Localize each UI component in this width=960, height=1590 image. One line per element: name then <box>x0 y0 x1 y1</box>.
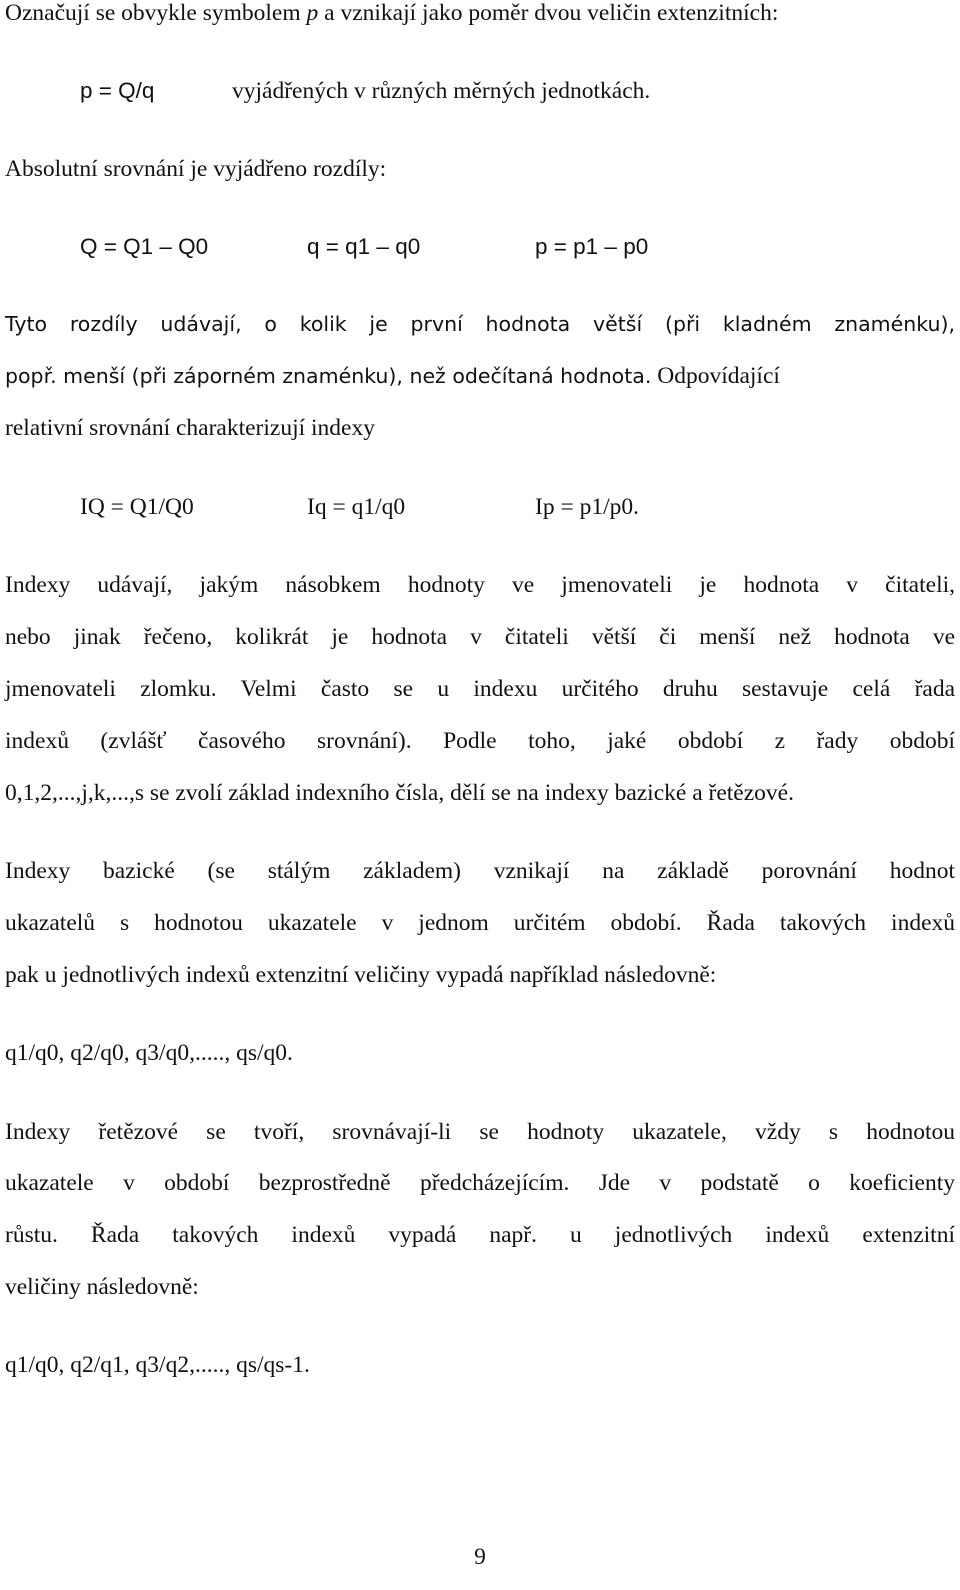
para4-line-1: Indexy řetězové se tvoří, srovnávají-li se hodnoty ukazatele, vždy s hodnotou <box>5 1119 955 1145</box>
para2-line-5: 0,1,2,...,j,k,...,s se zvolí základ indexního čísla, dělí se na indexy bazické a řetězové. <box>5 780 794 806</box>
para3-line-3: pak u jednotlivých indexů extenzitní veličiny vypadá například následovně: <box>5 962 717 988</box>
index-Q: IQ = Q1/Q0 <box>80 494 194 520</box>
para1-line-2-start: popř. menší (při záporném znaménku), než odečítaná hodnota. <box>5 364 652 388</box>
intro-line <box>5 0 778 27</box>
absolute-heading: Absolutní srovnání je vyjádřeno rozdíly: <box>5 156 387 182</box>
para2-line-4: indexů (zvlášť časového srovnání). Podle toho, jaké období z řady období <box>5 728 955 754</box>
sequence-basic: q1/q0, q2/q0, q3/q0,....., qs/q0. <box>5 1040 293 1066</box>
difference-Q: Q = Q1 – Q0 <box>80 234 209 259</box>
formula-p: p = Q/q <box>80 78 155 103</box>
intro-text-end: a vznikají jako poměr dvou veličin extenzitních: <box>318 0 779 26</box>
index-p: Ip = p1/p0. <box>535 494 639 520</box>
para1-line-1: Tyto rozdíly udávají, o kolik je první hodnota větší (při kladném znaménku), <box>5 312 955 336</box>
symbol-p: p <box>306 0 319 26</box>
para3-line-1: Indexy bazické (se stálým základem) vznikají na základě porovnání hodnot <box>5 858 955 884</box>
para4-line-4: veličiny následovně: <box>5 1274 199 1300</box>
para4-line-3: růstu. Řada takových indexů vypadá např. u jednotlivých indexů extenzitní <box>5 1222 955 1248</box>
para2-line-2: nebo jinak řečeno, kolikrát je hodnota v čitateli větší či menší než hodnota ve <box>5 624 955 650</box>
difference-q: q = q1 – q0 <box>307 234 421 259</box>
index-q: Iq = q1/q0 <box>307 494 406 520</box>
para1-line-3: relativní srovnání charakterizují indexy <box>5 415 375 441</box>
para2-line-3: jmenovateli zlomku. Velmi často se u indexu určitého druhu sestavuje celá řada <box>5 676 955 702</box>
para1-line-2 <box>5 363 780 390</box>
difference-p: p = p1 – p0 <box>535 234 649 259</box>
formula-p-note: vyjádřených v různých měrných jednotkách. <box>232 78 651 104</box>
sequence-chain: q1/q0, q2/q1, q3/q2,....., qs/qs-1. <box>5 1352 310 1378</box>
para2-line-1: Indexy udávají, jakým násobkem hodnoty ve jmenovateli je hodnota v čitateli, <box>5 572 955 598</box>
intro-text-start: Označují se obvykle symbolem <box>5 0 307 26</box>
para3-line-2: ukazatelů s hodnotou ukazatele v jednom určitém období. Řada takových indexů <box>5 910 955 936</box>
page-number: 9 <box>474 1544 486 1570</box>
para1-line-2-end: Odpovídající <box>651 363 780 389</box>
para4-line-2: ukazatele v období bezprostředně předcházejícím. Jde v podstatě o koeficienty <box>5 1170 955 1196</box>
